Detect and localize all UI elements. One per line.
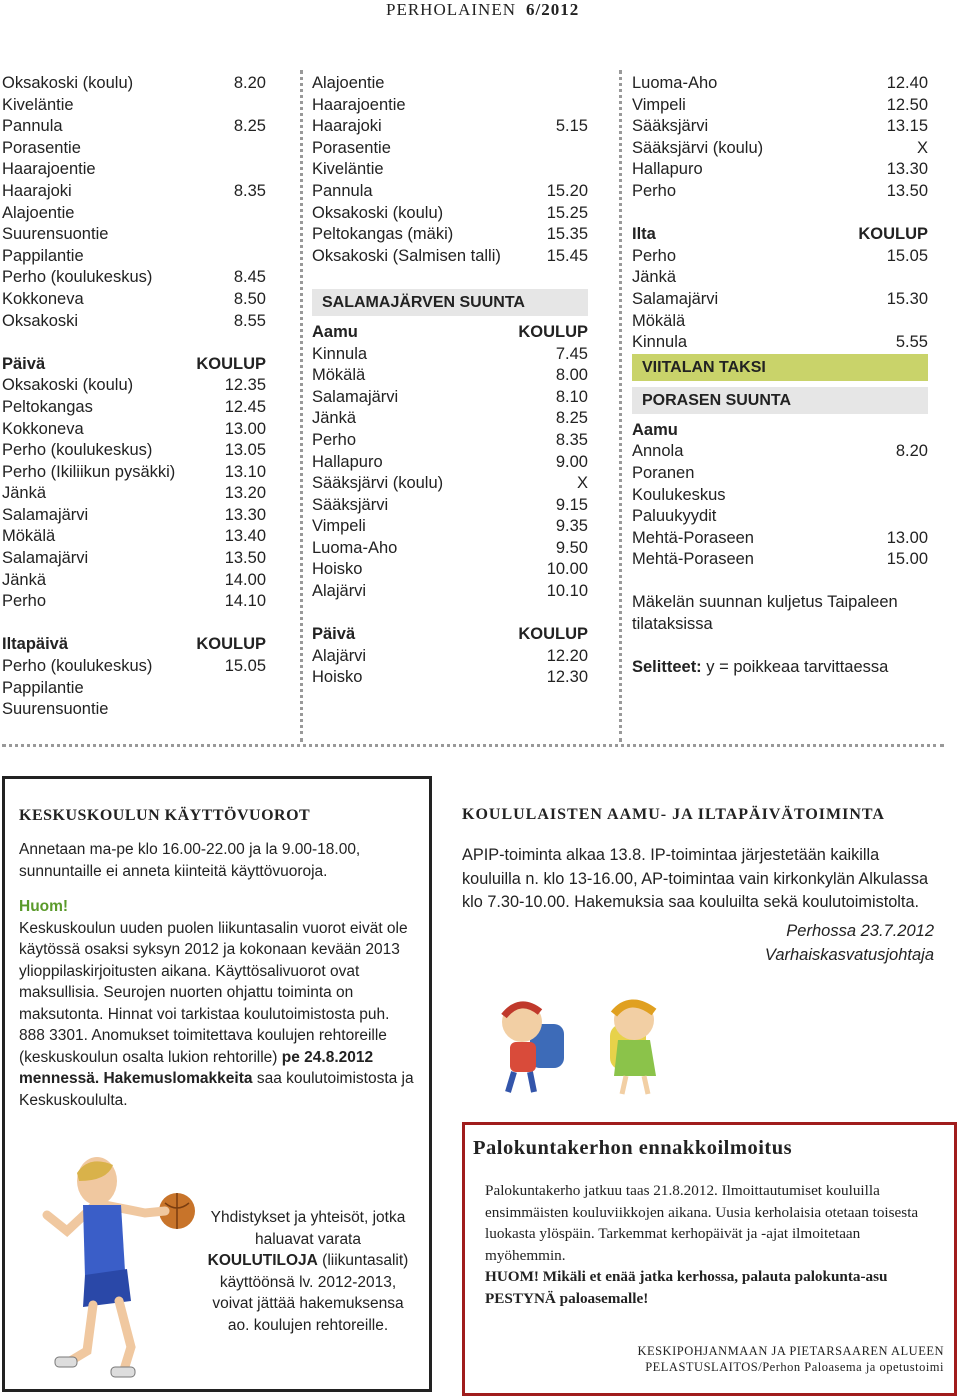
palokunta-title: Palokuntakerhon ennakkoilmoitus: [473, 1137, 793, 1159]
stop-name: Alajärvi: [312, 582, 367, 601]
stop-time: 15.45: [546, 246, 588, 265]
schedule-heading: [2, 634, 266, 656]
schedule-row: [2, 116, 266, 138]
stop-name: Suurensuontie: [2, 225, 109, 244]
stop-time: KOULUP: [518, 625, 588, 644]
stop-time: 12.50: [886, 95, 928, 114]
stop-time: 12.30: [546, 668, 588, 687]
schedule-heading: [312, 322, 588, 344]
keskuskoulu-notice: [19, 896, 415, 1111]
schedule-row: [312, 224, 588, 246]
stop-time: 14.10: [224, 592, 266, 611]
schedule-row: [312, 73, 588, 95]
spacer: [2, 613, 266, 635]
children-illustration: [490, 996, 680, 1096]
keskuskoulu-intro: Annetaan ma-pe klo 16.00-22.00 ja la 9.00-18.00, sunnuntaille ei anneta kiinteitä käyttövuoroja.: [19, 841, 361, 880]
schedule-row: [2, 591, 266, 613]
stop-name: Oksakoski (koulu): [2, 74, 134, 92]
stop-time: 15.30: [886, 289, 928, 308]
stop-time: KOULUP: [196, 635, 266, 654]
schedule-row: [312, 365, 588, 387]
stop-time: 13.20: [224, 484, 266, 503]
stop-name: Kiveläntie: [2, 95, 74, 114]
schedule-row: [2, 267, 266, 289]
stop-name: Perho (koulukeskus): [2, 268, 153, 287]
stop-name: Poranen: [632, 463, 695, 482]
column-divider: [300, 70, 303, 742]
stop-name: Alajoentie: [2, 203, 75, 222]
forms-text: saa koulutoimistosta ja Keskuskoululta.: [19, 1070, 414, 1109]
schedule-row: [2, 462, 266, 484]
stop-time: 12.35: [224, 376, 266, 395]
signature-title: Varhaiskasvatusjohtaja: [764, 945, 934, 964]
stop-name: Pannula: [2, 117, 63, 136]
stop-time: X: [576, 474, 588, 493]
spacer: [2, 332, 266, 354]
schedule-row: [632, 267, 928, 289]
schedule-row: [2, 138, 266, 160]
schedule-row: [312, 646, 588, 668]
schedule-column-1: [2, 73, 266, 721]
stop-name: Luoma-Aho: [312, 538, 398, 557]
koululaisten-toiminta: [462, 806, 942, 967]
stop-name: Hallapuro: [312, 452, 383, 471]
schedule-row: [2, 289, 266, 311]
schedule-column-3: [632, 73, 928, 679]
forms-label: Hakemuslomakkeita: [103, 1070, 253, 1087]
stop-time: KOULUP: [858, 225, 928, 244]
schedule-row: [2, 224, 266, 246]
schedule-row: [2, 397, 266, 419]
stop-name: Perho (koulukeskus): [2, 441, 153, 460]
palokunta-footer: KESKIPOHJANMAAN JA PIETARSAAREN ALUEEN PELASTUSLAITOS/Perhon Paloasema ja opetustoimi: [637, 1344, 944, 1374]
schedule-row: [2, 181, 266, 203]
schedule-row: [632, 246, 928, 268]
stop-name: Kokkoneva: [2, 289, 84, 308]
stop-name: Hoisko: [312, 668, 363, 687]
schedule-row: [312, 116, 588, 138]
stop-name: Mehtä-Poraseen: [632, 550, 754, 569]
stop-name: Pappilantie: [2, 246, 84, 265]
stop-time: 13.40: [224, 527, 266, 546]
schedule-row: [632, 116, 928, 138]
stop-time: 8.55: [233, 311, 266, 330]
stop-time: 14.00: [224, 570, 266, 589]
stop-time: 8.10: [555, 387, 588, 406]
deadline: pe 24.8.2012 mennessä.: [19, 1048, 374, 1087]
stop-name: Mökälä: [2, 527, 56, 546]
stop-time: 13.50: [224, 549, 266, 568]
schedule-heading: [2, 354, 266, 376]
stop-name: Päivä: [2, 354, 46, 373]
stop-time: 12.20: [546, 646, 588, 665]
stop-name: Oksakoski (Salmisen talli): [312, 246, 501, 265]
stop-name: Alajärvi: [312, 646, 367, 665]
stop-time: 15.35: [546, 225, 588, 244]
stop-time: 10.10: [546, 582, 588, 601]
stop-time: 9.50: [555, 538, 588, 557]
palokunta-notice: HUOM! Mikäli et enää jatka kerhossa, palauta palokunta-asu PESTYNÄ paloasemalle!: [485, 1268, 888, 1307]
basketball-player-image: [27, 1151, 197, 1381]
stop-time: 13.15: [886, 117, 928, 136]
stop-name: Annola: [632, 442, 684, 461]
stop-time: X: [916, 138, 928, 157]
stop-time: 13.00: [886, 528, 928, 547]
section-heading: PORASEN SUUNTA: [632, 387, 928, 414]
schedule-row: [312, 538, 588, 560]
schedule-row: [632, 463, 928, 485]
schedule-heading: [312, 624, 588, 646]
palokunta-box: [462, 1122, 957, 1396]
schedule-row: [312, 430, 588, 452]
section-divider: [2, 744, 944, 747]
signature-date: Perhossa 23.7.2012: [786, 921, 934, 940]
stop-name: Oksakoski (koulu): [312, 203, 444, 222]
stop-name: Jänkä: [632, 268, 677, 287]
note-text: Selitteet: y = poikkeaa tarvittaessa: [632, 658, 889, 677]
koululaiset-title: KOULULAISTEN AAMU- JA ILTAPÄIVÄTOIMINTA: [462, 806, 885, 823]
schedule-row: [632, 289, 928, 311]
stop-name: Salamajärvi: [632, 289, 719, 308]
stop-time: 8.50: [233, 289, 266, 308]
huom-label: Huom!: [19, 898, 69, 915]
keskuskoulu-title: KESKUSKOULUN KÄYTTÖVUOROT: [19, 807, 311, 824]
schedule-row: [312, 181, 588, 203]
stop-time: 12.40: [886, 74, 928, 92]
stop-time: KOULUP: [196, 354, 266, 373]
schedule-row: [2, 159, 266, 181]
notice-text: Keskuskoulun uuden puolen liikuntasalin vuorot eivät ole käytössä osaksi syksyn 2012 ja kokonaan kevään 2013 ylioppilaskirjoitusten aikana. Käyttösalivuorot ovat maksullisia. Seurojen nuorten ohjattu toiminta on maksutonta. Hinnat voi tarkistaa koulutoimistosta puh. 888 3301. Anomukset toimitettava koulujen rehtoreille (keskuskoulun osalta lukion rehtorille): [19, 919, 408, 1066]
stop-name: Pannula: [312, 181, 373, 200]
schedule-row: [632, 95, 928, 117]
note-text: Mäkelän suunnan kuljetus Taipaleen tilataksissa: [632, 593, 898, 634]
schedule-row: [312, 138, 588, 160]
stop-time: KOULUP: [518, 322, 588, 341]
stop-name: Mehtä-Poraseen: [632, 528, 754, 547]
stop-name: Perho (koulukeskus): [2, 657, 153, 676]
schedule-row: [312, 246, 588, 268]
stop-name: Salamajärvi: [2, 505, 89, 524]
stop-name: Porasentie: [2, 138, 81, 157]
schedule-row: [312, 473, 588, 495]
koulutiloja-note: Yhdistykset ja yhteisöt, jotka haluavat varata KOULUTILOJA (liikuntasalit) käyttöönsä lv. 2012-2013, voivat jättää hakemuksensa ao. koulujen rehtoreille.: [207, 1209, 409, 1334]
stop-name: Sääksjärvi (koulu): [312, 474, 444, 493]
schedule-row: [632, 441, 928, 463]
page-header: [386, 0, 579, 20]
spacer: [312, 603, 588, 625]
stop-name: Kiveläntie: [312, 160, 384, 179]
stop-name: Haarajoentie: [312, 95, 406, 114]
stop-name: Ilta: [632, 225, 656, 244]
schedule-row: [312, 95, 588, 117]
schedule-row: [312, 495, 588, 517]
stop-name: Kinnula: [312, 344, 368, 363]
stop-time: 15.00: [886, 550, 928, 569]
schedule-row: [632, 138, 928, 160]
stop-time: 10.00: [546, 560, 588, 579]
stop-name: Oksakoski: [2, 311, 79, 330]
stop-time: 13.05: [224, 441, 266, 460]
schedule-row: [2, 246, 266, 268]
stop-time: 8.20: [895, 442, 928, 461]
schedule-row: [632, 159, 928, 181]
stop-name: Päivä: [312, 625, 356, 644]
stop-time: 9.35: [555, 517, 588, 536]
section-heading: VIITALAN TAKSI: [632, 354, 928, 381]
stop-name: Iltapäivä: [2, 635, 69, 654]
schedule-row: [312, 344, 588, 366]
stop-name: Aamu: [632, 420, 678, 439]
schedule-row: [2, 203, 266, 225]
stop-name: Vimpeli: [312, 517, 366, 536]
stop-time: 12.45: [224, 397, 266, 416]
schedule-row: [312, 387, 588, 409]
schedule-row: [2, 699, 266, 721]
stop-time: 13.30: [224, 505, 266, 524]
stop-name: Mökälä: [632, 311, 686, 330]
stop-name: Suurensuontie: [2, 700, 109, 719]
stop-time: 13.10: [224, 462, 266, 481]
column-divider: [619, 70, 622, 742]
spacer: [312, 267, 588, 289]
schedule-row: [632, 549, 928, 571]
schedule-row: [2, 73, 266, 95]
stop-name: Vimpeli: [632, 95, 686, 114]
stop-name: Haarajoki: [2, 181, 72, 200]
stop-name: Sääksjärvi (koulu): [632, 138, 764, 157]
schedule-row: [312, 203, 588, 225]
stop-name: Perho: [2, 592, 47, 611]
stop-time: 7.45: [555, 344, 588, 363]
schedule-column-2: [312, 73, 588, 689]
schedule-row: [312, 516, 588, 538]
stop-time: 9.15: [555, 495, 588, 514]
stop-name: Perho: [632, 246, 677, 265]
stop-time: 13.50: [886, 181, 928, 200]
stop-name: Jänkä: [2, 484, 47, 503]
schedule-heading: [632, 224, 928, 246]
schedule-row: [2, 483, 266, 505]
stop-time: 8.45: [233, 268, 266, 287]
schedule-row: [632, 485, 928, 507]
stop-name: Alajoentie: [312, 74, 385, 92]
schedule-row: [312, 452, 588, 474]
stop-name: Peltokangas (mäki): [312, 225, 454, 244]
schedule-row: [632, 528, 928, 550]
schedule-row: [2, 548, 266, 570]
schedule-row: [632, 506, 928, 528]
keskuskoulu-box: [2, 776, 432, 1392]
schedule-row: [2, 526, 266, 548]
stop-name: Oksakoski (koulu): [2, 376, 134, 395]
schedule-row: [632, 311, 928, 333]
schedule-row: [312, 559, 588, 581]
stop-name: Haarajoentie: [2, 160, 96, 179]
schedule-row: [632, 332, 928, 354]
schedule-row: [312, 581, 588, 603]
stop-time: 9.00: [555, 452, 588, 471]
stop-time: 8.00: [555, 366, 588, 385]
schedule-row: [2, 311, 266, 333]
schedule-row: [2, 95, 266, 117]
stop-time: 13.00: [224, 419, 266, 438]
section-heading: SALAMAJÄRVEN SUUNTA: [312, 289, 588, 316]
schedule-row: [2, 440, 266, 462]
stop-name: Perho (Ikiliikun pysäkki): [2, 462, 176, 481]
stop-time: 15.05: [886, 246, 928, 265]
schedule-row: [2, 419, 266, 441]
schedule-row: [632, 181, 928, 203]
schedule-row: [2, 678, 266, 700]
stop-name: Hoisko: [312, 560, 363, 579]
stop-time: 13.30: [886, 160, 928, 179]
publication-title: PERHOLAINEN: [386, 0, 516, 19]
stop-name: Kinnula: [632, 333, 688, 352]
schedule-row: [2, 570, 266, 592]
stop-name: Hallapuro: [632, 160, 703, 179]
stop-name: Sääksjärvi: [632, 117, 709, 136]
stop-name: Porasentie: [312, 138, 391, 157]
stop-name: Peltokangas: [2, 397, 93, 416]
schedule-row: [2, 375, 266, 397]
schedule-row: [312, 408, 588, 430]
stop-name: Paluukyydit: [632, 507, 717, 526]
schedule-row: [2, 656, 266, 678]
schedule-row: [312, 667, 588, 689]
stop-name: Perho: [632, 181, 677, 200]
koululaiset-text: APIP-toiminta alkaa 13.8. IP-toimintaa järjestetään kaikilla kouluilla n. klo 13-16.00, AP-toimintaa vain kirkonkylän Alkulassa klo 7.30-10.00. Hakemuksia saa kouluilta sekä koulutoimistolta.: [462, 846, 929, 911]
stop-name: Pappilantie: [2, 678, 84, 697]
stop-time: 8.20: [233, 74, 266, 92]
spacer: [632, 636, 928, 658]
stop-time: 5.55: [895, 333, 928, 352]
stop-time: 15.20: [546, 181, 588, 200]
schedule-row: [312, 159, 588, 181]
schedule-heading: [632, 420, 928, 442]
stop-time: 8.25: [555, 409, 588, 428]
stop-name: Sääksjärvi: [312, 495, 389, 514]
stop-time: 8.25: [233, 117, 266, 136]
spacer: [632, 203, 928, 225]
stop-time: 8.35: [233, 181, 266, 200]
stop-time: 5.15: [555, 117, 588, 136]
stop-name: Kokkoneva: [2, 419, 84, 438]
palokunta-text: Palokuntakerho jatkuu taas 21.8.2012. Ilmoittautumiset kouluilla ensimmäisten kouluviikkojen aikana. Uusia kerholaisia otetaan toisesta luokasta ylöspäin. Tarkemmat kerhopäivät ja -ajat ilmoitetaan myöhemmin.: [485, 1182, 919, 1264]
stop-name: Mökälä: [312, 366, 366, 385]
stop-name: Luoma-Aho: [632, 74, 718, 92]
schedule-row: [632, 73, 928, 95]
stop-time: 15.05: [224, 657, 266, 676]
stop-name: Jänkä: [312, 409, 357, 428]
stop-time: 15.25: [546, 203, 588, 222]
stop-name: Aamu: [312, 322, 358, 341]
stop-name: Salamajärvi: [312, 387, 399, 406]
schedule-row: [2, 505, 266, 527]
stop-name: Jänkä: [2, 570, 47, 589]
spacer: [632, 571, 928, 593]
issue-number: 6/2012: [526, 0, 580, 19]
stop-name: Salamajärvi: [2, 549, 89, 568]
stop-name: Koulukeskus: [632, 485, 726, 504]
stop-name: Perho: [312, 430, 357, 449]
stop-time: 8.35: [555, 430, 588, 449]
stop-name: Haarajoki: [312, 117, 382, 136]
